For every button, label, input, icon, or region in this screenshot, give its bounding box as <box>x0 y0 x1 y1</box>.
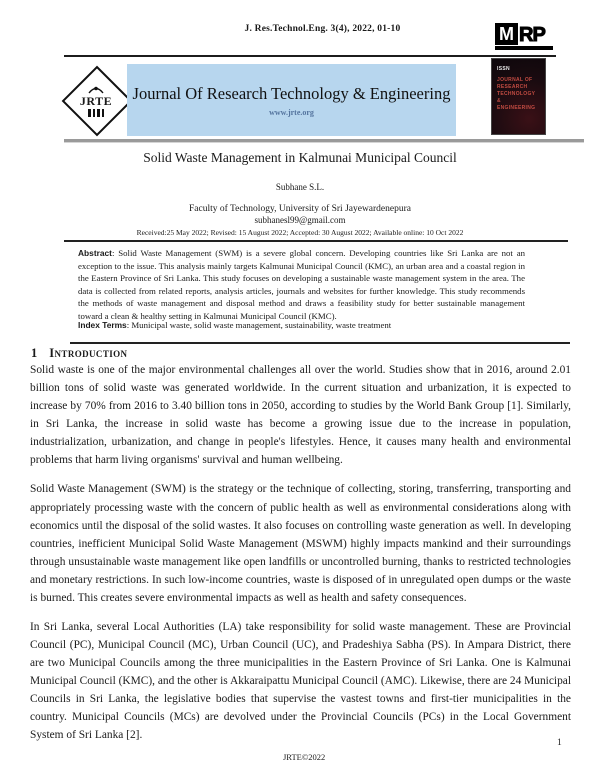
journal-cover-thumbnail <box>491 58 546 135</box>
mrp-logo-strip <box>495 46 553 50</box>
mrp-logo <box>495 23 583 50</box>
journal-citation: J. Res.Technol.Eng. 3(4), 2022, 01-10 <box>244 24 401 34</box>
abstract-bottom-rule <box>70 342 570 344</box>
author-email-link[interactable]: subhanesl99@gmail.com <box>254 215 346 225</box>
author-affiliation: Faculty of Technology, University of Sri Jayewardenepura <box>189 204 411 214</box>
section-heading-introduction <box>31 346 127 361</box>
journal-name: Journal Of Research Technology & Engineering <box>132 83 451 103</box>
jrte-logo-text: JRTE <box>79 93 113 108</box>
mrp-logo-letters <box>495 23 583 45</box>
cover-issn-line: ISSN <box>497 66 510 72</box>
cover-title-line: RESEARCH <box>497 84 528 90</box>
abstract-paragraph <box>78 247 525 322</box>
jrte-crest-icon <box>87 84 105 94</box>
footer-copyright: JRTE©2022 <box>283 752 326 762</box>
abstract-top-rule <box>64 240 568 242</box>
header-top-rule <box>64 55 556 57</box>
article-history-dates: Received:25 May 2022; Revised: 15 August 2022; Accepted: 30 August 2022; Available online: 10 Oct 2022 <box>136 228 464 237</box>
cover-title-line: & ENGINEERING <box>497 98 536 111</box>
body-paragraph: Solid Waste Management (SWM) is the strategy or the technique of collecting, storing, transferring, transporting and appropriately processing waste with the concern of public health as well as environmental considerations along with economics until the disposal of the solid wastes. It also focuses on controlling waste generation as well. In developing countries, inefficient Municipal Solid Waste Management (MSWM) highly impacts mankind and their surroundings through unsustainable waste management like open landfills or uncontrolled burning, thanks to restricted technologies and monetary restrictions. In such low-income countries, waste is disposed of in unregulated open dumps or the waste is burned. This creates severe environmental impacts as well as health and safety consequences. <box>30 483 571 604</box>
mrp-logo-rp: RP <box>519 24 545 46</box>
section-title: Introduction <box>49 346 128 360</box>
cover-title-line: JOURNAL OF <box>497 77 533 83</box>
header-bottom-rule <box>64 139 584 143</box>
abstract-label: Abstract <box>78 248 112 258</box>
author-name: Subhane S.L. <box>275 182 325 192</box>
section-number: 1 <box>31 346 38 360</box>
introduction-body <box>30 361 571 756</box>
index-terms-line <box>78 320 525 330</box>
journal-url-link[interactable]: www.jrte.org <box>269 107 314 117</box>
abstract-text: : Solid Waste Management (SWM) is a severe global concern. Developing countries like Sri Lanka are not an exception to the issue. This analysis mainly targets Kalmunai Municipal Council (KMC), an urban area and a coastal region in the Eastern Province of Sri Lanka. This study focuses on developing a sustainable waste management system in the area. The data is collected from related reports, analysis articles, journals and websites for further knowledge. This study recommends the methods of waste management and disposal method and draws a feasibility study for better sustainable management toward a clean & healthy setting in Kalmunai Municipal Council (KMC). <box>78 248 525 321</box>
body-paragraph: In Sri Lanka, several Local Authorities (LA) take responsibility for solid waste management. These are Provincial Council (PC), Municipal Council (MC), Urban Council (UC), and Pradeshiya Sabha (PS). In Ampara District, there are two Municipal Councils among the three municipalities in the Eastern Province of Sri Lanka. One is Kalmunai Municipal Council (KMC), and the other is Akkaraipattu Municipal Council (AMC). Likewise, there are 24 Municipal Councils in Sri Lanka, the legislative bodies that supervise the vastest towns and first-tier municipalities in the country. Municipal Councils (MCs) are devolved under the Provincial Councils (PCs) in the Local Government System of Sri Lanka [2]. <box>30 621 571 742</box>
cover-title-line: TECHNOLOGY <box>497 91 536 97</box>
body-paragraph: Solid waste is one of the major environmental challenges all over the world. Studies show that in 2016, around 2.01 billion tons of solid waste was generated worldwide. In the current situation and urbanization, it is expected to increase by 70% from 2016 to 3.40 billion tons in 2050, according to studies by the World Bank Group [1]. Similarly, in Sri Lanka, the increase in solid waste has become a growing issue due to the increase in population, industrialization, urbanization, and change in people's lifestyles. Hence, it causes many health and environmental problems that harm living organisms' survival and human wellbeing. <box>30 364 571 467</box>
mrp-logo-m: M <box>495 23 518 45</box>
journal-banner <box>127 64 456 136</box>
index-terms-label: Index Terms <box>78 320 127 330</box>
index-terms-text: : Municipal waste, solid waste management, sustainability, waste treatment <box>126 320 392 330</box>
paper-title: Solid Waste Management in Kalmunai Municipal Council <box>143 150 457 165</box>
jrte-pillars-icon <box>88 109 104 117</box>
jrte-logo <box>66 63 126 137</box>
page-number: 1 <box>557 738 562 748</box>
